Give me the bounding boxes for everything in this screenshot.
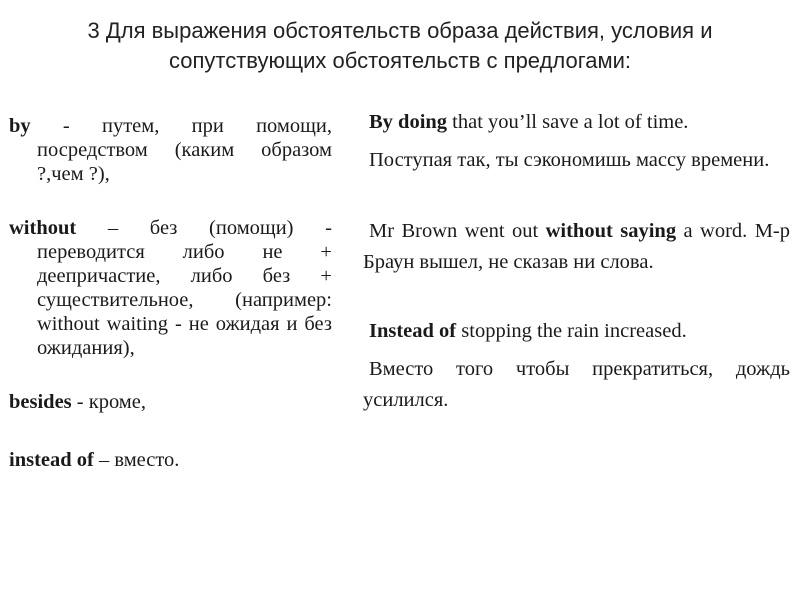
translation-instead-of: Вместо того чтобы прекратиться, дождь усилился. [363, 358, 790, 411]
example-by-doing-bold: By doing [369, 111, 448, 133]
term-instead-of: instead of [9, 449, 94, 471]
example-instead-of [363, 316, 790, 347]
entry-by [9, 114, 332, 186]
definition-without: – без (помощи) - переводится либо не + деепричастие, либо без + существительное, (например: without waiting - не ожидая и без ожидания), [37, 217, 332, 359]
example-by-doing [363, 107, 790, 138]
entry-without [9, 216, 332, 360]
translation-by-doing: Поступая так, ты сэкономишь массу времени. [369, 149, 770, 171]
term-besides: besides [9, 391, 72, 413]
example-without-saying-rest: a word. М-р Браун вышел, не сказав ни слова. [363, 220, 791, 273]
definition-instead-of: – вместо. [93, 449, 180, 471]
example-without-saying [363, 216, 790, 278]
term-by: by [9, 115, 31, 137]
prepositions-column [9, 114, 332, 472]
example-without-saying-bold: without saying [545, 220, 677, 242]
definition-besides: - кроме, [71, 391, 146, 413]
entry-besides [9, 390, 332, 414]
example-instead-of-rest: stopping the rain increased. [456, 320, 687, 342]
example-without-saying-start: Mr Brown went out [369, 220, 546, 242]
slide-title: 3 Для выражения обстоятельств образа действия, условия и сопутствующих обстоятельств с предлогами: [87, 18, 713, 73]
term-without: without [9, 217, 77, 239]
entry-instead-of [9, 448, 332, 472]
definition-by: - путем, при помощи, посредством (каким образом ?,чем ?), [30, 115, 332, 185]
example-by-doing-rest: that you’ll save a lot of time. [447, 111, 689, 133]
example-instead-of-bold: Instead of [369, 320, 457, 342]
examples-column [363, 107, 790, 416]
